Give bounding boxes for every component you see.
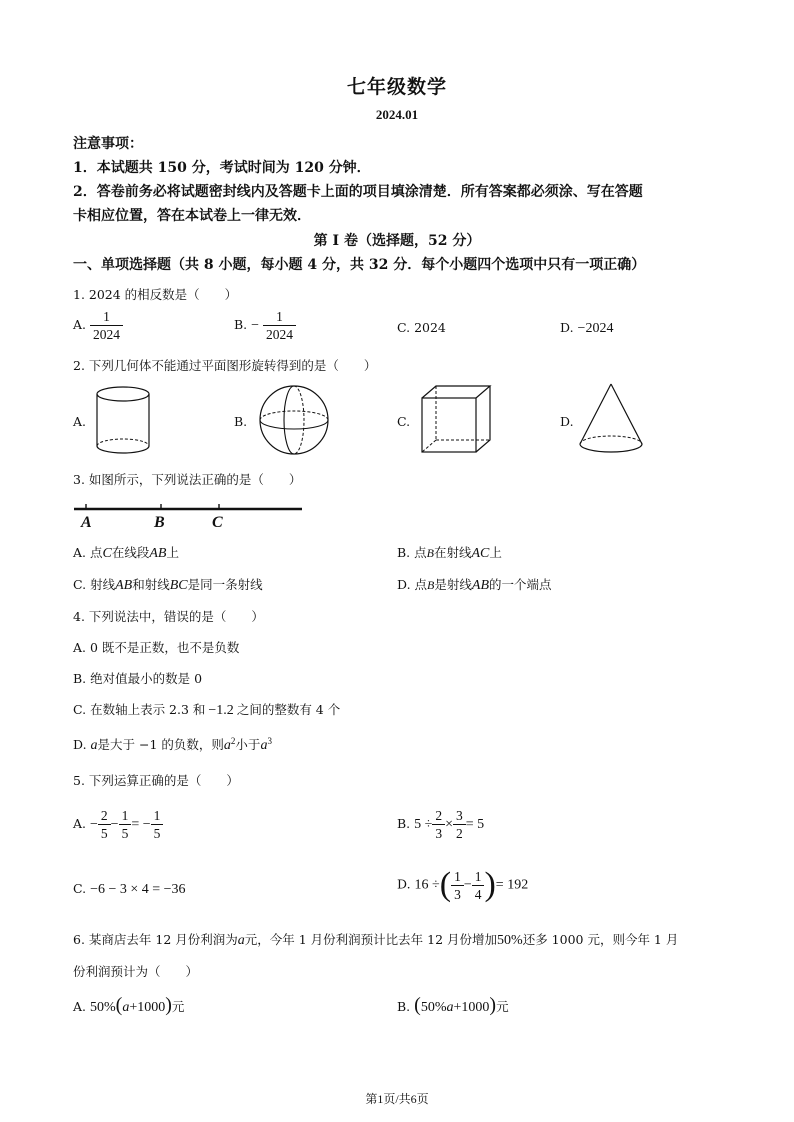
fraction — [98, 807, 111, 842]
page-number: 第1页/共6页 — [365, 1092, 429, 1106]
note-2b: 卡相应位置，答在本试卷上一律无效． — [73, 208, 311, 224]
operator: − — [110, 817, 119, 832]
q6-option-a — [73, 994, 184, 1017]
right-paren: ) — [165, 994, 172, 1016]
text: C. 在数轴上表示 2.3 和 — [73, 702, 206, 717]
option-label: A. — [73, 999, 87, 1014]
numerator: 1 — [151, 807, 164, 825]
minus-sign: − — [251, 318, 260, 333]
question-1-stem: 1. 2024 的相反数是（ ） — [73, 287, 238, 302]
operator: = 192 — [495, 877, 529, 893]
text: 小于 — [235, 737, 261, 752]
q2-option-c-label: C. — [397, 414, 411, 429]
note-1: 1．本试题共 150 分，考试时间为 120 分钟． — [73, 160, 371, 176]
fraction — [432, 807, 445, 842]
operator: = − — [131, 817, 151, 832]
math-value: 50% — [90, 1000, 116, 1015]
question-5-stem: 5. 下列运算正确的是（ ） — [73, 773, 239, 788]
math-value: −1.2 — [208, 703, 234, 718]
right-paren: ) — [484, 866, 496, 903]
numerator: 1 — [451, 868, 464, 886]
math-var: a — [90, 738, 98, 753]
text: 还多 1000 元，则今年 1 月 — [522, 932, 679, 947]
q6-option-b — [397, 994, 509, 1017]
q1-option-c: C. 2024 — [397, 320, 446, 335]
denominator: 2024 — [266, 327, 294, 342]
math-var: AB — [471, 578, 489, 593]
denominator: 2 — [456, 826, 463, 841]
q1-option-a — [73, 308, 123, 343]
q2-option-b-label: B. — [234, 414, 248, 429]
math-var: B — [426, 546, 434, 560]
text: 是同一条射线 — [187, 577, 263, 592]
ray-line-figure — [72, 503, 304, 515]
q1-option-d — [560, 320, 613, 337]
math-var: a — [446, 1000, 454, 1015]
exam-date: 2024.01 — [375, 107, 419, 122]
operator: = 5 — [465, 817, 485, 832]
option-label: B. — [234, 317, 248, 332]
q4-option-b: B. 绝对值最小的数是 0 — [73, 671, 203, 686]
text: 是射线 — [434, 577, 472, 592]
text: 上 — [166, 545, 179, 560]
q2-option-d-label: D. — [560, 414, 574, 429]
text: 是大于 −1 的负数，则 — [97, 737, 224, 752]
fraction — [472, 868, 485, 903]
numerator: 2 — [432, 807, 445, 825]
math-var: AB — [149, 546, 167, 561]
denominator: 5 — [121, 826, 129, 841]
text: C. 射线 — [73, 577, 116, 592]
denominator: 2024 — [93, 327, 120, 342]
q2-option-a-label: A. — [73, 414, 87, 429]
denominator: 3 — [435, 826, 443, 841]
math-var: C — [102, 546, 112, 561]
numerator: 1 — [263, 308, 296, 326]
math-value: 50% — [497, 933, 523, 948]
fraction — [453, 807, 466, 842]
numerator: 1 — [90, 308, 123, 326]
math-var: a — [122, 1000, 130, 1015]
fraction — [263, 308, 296, 343]
q5-option-d — [397, 866, 528, 904]
note-2a: 2．答卷前务必将试题密封线内及答题卡上面的项目填涂清楚．所有答案都必须涂、写在答题 — [73, 184, 643, 200]
cylinder-figure — [96, 384, 156, 460]
fraction — [119, 807, 132, 842]
left-paren: ( — [439, 866, 452, 903]
text: 在线段 — [111, 545, 150, 560]
math-var: AB — [115, 578, 133, 593]
math-var: AC — [471, 546, 490, 561]
option-label: D. — [397, 876, 411, 892]
q5-option-a — [73, 807, 163, 842]
option-label: C. — [73, 881, 87, 896]
unit: 元 — [171, 999, 185, 1014]
fraction — [90, 308, 123, 343]
question-3-stem: 3. 如图所示，下列说法正确的是（ ） — [73, 472, 302, 487]
q4-option-c — [73, 700, 340, 719]
point-label-b: B — [154, 514, 165, 531]
option-label: A. — [73, 317, 87, 332]
question-4-stem: 4. 下列说法中，错误的是（ ） — [73, 609, 264, 624]
math-var: B — [427, 578, 435, 592]
left-paren: ( — [414, 994, 421, 1016]
denominator: 4 — [474, 886, 482, 902]
option-label: B. — [397, 999, 411, 1014]
denominator: 5 — [100, 826, 108, 841]
cone-figure — [578, 382, 648, 462]
math-var: a — [223, 738, 231, 753]
math-value: +1000 — [129, 1000, 166, 1015]
fraction — [451, 868, 464, 903]
text: 之间的整数有 4 个 — [236, 702, 341, 717]
exponent: 3 — [267, 735, 272, 746]
section-title: 第 Ⅰ 卷（选择题，52 分） — [313, 233, 481, 249]
operator: 16 ÷ — [414, 877, 440, 893]
text: 上 — [489, 545, 502, 560]
unit: 元 — [496, 999, 509, 1014]
numerator: 1 — [119, 807, 132, 825]
cube-figure — [420, 384, 495, 456]
denominator: 5 — [153, 826, 161, 841]
operator: 5 ÷ — [414, 817, 433, 832]
numerator: 3 — [453, 807, 466, 825]
math-var: a — [260, 738, 268, 753]
operator: × — [445, 817, 453, 832]
q3-option-d — [397, 575, 552, 594]
text: 元，今年 1 月份利润预计比去年 12 月份增加 — [244, 932, 498, 947]
text: 在射线 — [433, 545, 472, 560]
math-value: 50% — [420, 1000, 447, 1015]
math-var: a — [237, 933, 245, 948]
q4-option-d — [73, 735, 272, 754]
operator: − — [90, 817, 98, 832]
question-6-stem-line1 — [73, 930, 678, 949]
q1-option-b — [234, 308, 296, 343]
text: A. 点 — [73, 545, 103, 560]
math-var: BC — [169, 578, 188, 593]
notes-heading: 注意事项： — [73, 136, 143, 152]
q5-option-b — [397, 807, 484, 842]
operator: − — [463, 877, 472, 893]
q4-option-a: A. 0 既不是正数，也不是负数 — [73, 640, 240, 655]
text: 的一个端点 — [489, 577, 552, 592]
q5-option-c — [73, 881, 186, 898]
q3-option-a — [73, 543, 179, 562]
right-paren: ) — [489, 994, 497, 1016]
left-paren: ( — [115, 994, 123, 1016]
numerator: 2 — [98, 807, 111, 825]
fraction — [151, 807, 164, 842]
text: D. 点 — [397, 577, 428, 592]
option-label: A. — [73, 816, 87, 831]
option-label: D. — [73, 737, 87, 752]
q3-option-b — [397, 543, 502, 562]
sphere-figure — [256, 384, 336, 460]
option-label: B. — [397, 816, 411, 831]
question-6-stem-line2: 份利润预计为（ ） — [73, 964, 199, 979]
text: 6. 某商店去年 12 月份利润为 — [73, 932, 238, 947]
option-label: D. — [560, 320, 574, 335]
exponent: 2 — [230, 735, 236, 746]
point-label-a: A — [81, 514, 92, 531]
text: B. 点 — [397, 545, 427, 560]
numerator: 1 — [472, 868, 485, 886]
denominator: 3 — [454, 886, 461, 902]
point-label-c: C — [212, 514, 223, 531]
option-value: −2024 — [577, 321, 614, 336]
q3-option-c — [73, 575, 263, 594]
question-2-stem: 2. 下列几何体不能通过平面图形旋转得到的是（ ） — [73, 358, 377, 373]
text: 和射线 — [132, 577, 170, 592]
part-heading: 一、单项选择题（共 8 小题，每小题 4 分，共 32 分．每个小题四个选项中只有一项正确） — [73, 257, 646, 273]
math-value: +1000 — [453, 1000, 490, 1015]
page-title: 七年级数学 — [346, 76, 447, 98]
expression: −6 − 3 × 4 = −36 — [90, 882, 186, 897]
